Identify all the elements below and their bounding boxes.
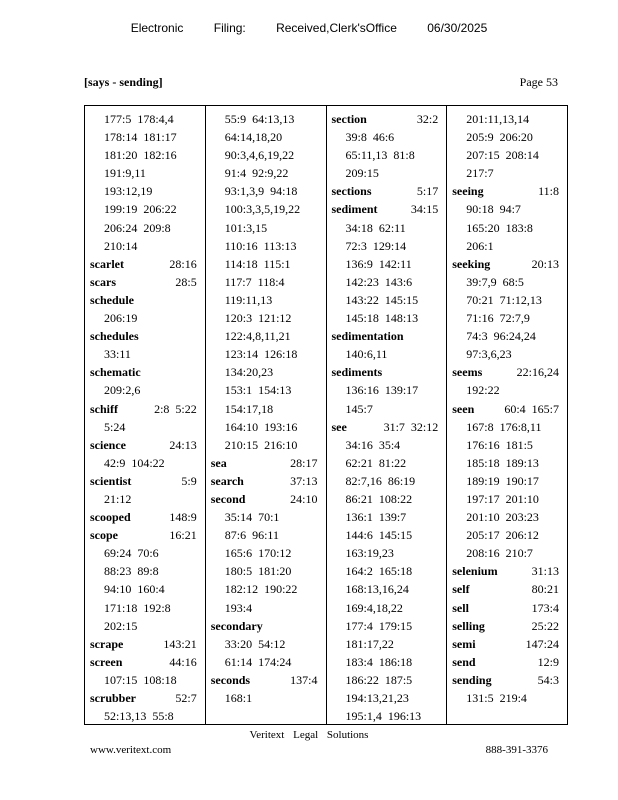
index-ref-line: 140:6,11	[345, 347, 388, 362]
index-ref-line: 120:3 121:12	[224, 311, 292, 326]
index-term-line	[90, 273, 205, 291]
index-ref-line: 34:16 35:4	[345, 437, 401, 452]
index-term-line	[90, 436, 205, 454]
index-term-line	[452, 580, 567, 598]
index-term-refs: 80:21	[531, 582, 559, 597]
index-term: selling	[452, 618, 485, 633]
index-term: sell	[452, 600, 469, 615]
index-ref-line: 117:7 118:4	[224, 274, 285, 289]
index-ref-line: 165:20 183:8	[466, 220, 533, 235]
index-term-line	[90, 653, 205, 671]
filing-date: 06/30/2025	[427, 21, 488, 35]
index-column-1	[85, 106, 206, 724]
index-term: scars	[90, 274, 116, 289]
footer-phone: 888-391-3376	[485, 744, 548, 756]
index-ref-line: 210:15 216:10	[224, 437, 298, 452]
index-term-refs: 16:21	[169, 528, 197, 543]
index-ref-line: 144:6 145:15	[345, 528, 413, 543]
index-term: seconds	[210, 672, 251, 687]
index-term: scope	[90, 528, 118, 543]
index-term: semi	[452, 636, 476, 651]
index-term: sections	[331, 184, 372, 199]
index-ref-line: 87:6 96:11	[224, 528, 279, 543]
filing-stamp-header	[0, 21, 618, 35]
index-ref-line: 142:23 143:6	[345, 274, 413, 289]
index-ref-line: 65:11,13 81:8	[345, 148, 415, 163]
index-term-line	[211, 472, 326, 490]
index-term-line	[90, 689, 205, 707]
index-ref-line: 154:17,18	[224, 401, 274, 416]
index-ref-line: 181:20 182:16	[104, 148, 177, 163]
index-ref-line: 93:1,3,9 94:18	[224, 184, 298, 199]
index-ref-line: 168:1	[224, 691, 253, 705]
index-term-refs: 44:16	[169, 654, 197, 669]
index-term: scooped	[90, 510, 131, 525]
index-ref-line: 207:15 208:14	[466, 148, 539, 163]
index-ref-line: 205:9 206:20	[466, 130, 533, 145]
index-ref-line: 177:4 179:15	[345, 618, 413, 633]
index-term: seems	[452, 365, 483, 380]
index-term: schedules	[90, 329, 139, 344]
filing-received: Received,Clerk'sOffice	[276, 21, 397, 35]
index-term: second	[210, 491, 246, 506]
index-ref-line: 62:21 81:22	[345, 455, 407, 470]
index-ref-line: 39:7,9 68:5	[466, 274, 524, 289]
filing-electronic: Electronic	[130, 21, 184, 35]
index-term-refs: 32:2	[416, 112, 439, 126]
index-term: schiff	[90, 401, 118, 416]
index-ref-line: 201:11,13,14	[466, 112, 530, 126]
index-range-label: [says - sending]	[84, 75, 163, 89]
index-term-line	[452, 182, 567, 200]
index-ref-line: 110:16 113:13	[224, 238, 297, 253]
index-term-line	[211, 454, 326, 472]
index-ref-line: 90:3,4,6,19,22	[224, 148, 295, 163]
index-term-refs: 31:7 32:12	[383, 419, 439, 434]
index-term-refs: 24:10	[290, 491, 318, 506]
index-column-2	[206, 106, 327, 724]
index-ref-line: 143:22 145:15	[345, 292, 419, 307]
index-column-3	[327, 106, 448, 724]
index-ref-line: 168:13,16,24	[345, 582, 409, 597]
index-term-line	[332, 327, 447, 345]
index-term: see	[331, 419, 347, 434]
word-index-table	[84, 105, 568, 725]
index-ref-line: 100:3,3,5,19,22	[224, 202, 301, 217]
index-term-line	[90, 635, 205, 653]
index-ref-line: 88:23 89:8	[104, 564, 159, 579]
index-term-line	[90, 255, 205, 273]
index-term-refs: 5:17	[416, 184, 439, 199]
index-term-line	[211, 617, 326, 635]
index-ref-line: 136:16 139:17	[345, 383, 419, 398]
index-term: seeing	[452, 184, 484, 199]
index-ref-line: 136:9 142:11	[345, 256, 412, 271]
index-term: scrubber	[90, 691, 136, 705]
index-term-refs: 31:13	[531, 564, 559, 579]
index-ref-line: 192:22	[466, 383, 500, 398]
index-ref-line: 163:19,23	[345, 546, 394, 561]
index-term-refs: 11:8	[538, 184, 559, 199]
index-term-line	[452, 653, 567, 671]
page-number: Page 53	[519, 75, 558, 89]
index-term-line	[90, 327, 205, 345]
index-ref-line: 33:20 54:12	[224, 636, 286, 651]
index-term-line	[90, 526, 205, 544]
index-term-line	[211, 671, 326, 689]
index-term-refs: 147:24	[525, 636, 559, 651]
index-ref-line: 189:19 190:17	[466, 473, 539, 488]
index-term-refs: 37:13	[290, 473, 318, 488]
index-ref-line: 55:9 64:13,13	[224, 112, 295, 126]
index-ref-line: 107:15 108:18	[104, 672, 177, 687]
index-ref-line: 210:14	[104, 238, 138, 253]
index-term-refs: 25:22	[531, 618, 559, 633]
index-term: seen	[452, 401, 475, 416]
index-term-line	[90, 400, 205, 418]
index-term: scrape	[90, 636, 124, 651]
index-ref-line: 64:14,18,20	[224, 130, 283, 145]
index-term-line	[90, 472, 205, 490]
index-ref-line: 209:15	[345, 166, 379, 181]
index-ref-line: 165:6 170:12	[224, 546, 292, 561]
index-ref-line: 94:10 160:4	[104, 582, 165, 597]
index-term-refs: 60:4 165:7	[504, 401, 559, 416]
index-term: sea	[210, 455, 227, 470]
index-ref-line: 131:5 219:4	[466, 691, 527, 705]
index-ref-line: 193:12,19	[104, 184, 153, 199]
index-term-refs: 22:16,24	[516, 365, 559, 380]
index-term-line	[452, 671, 567, 689]
filing-label: Filing:	[213, 21, 246, 35]
index-term: scarlet	[90, 256, 124, 271]
index-term-line	[332, 200, 447, 218]
index-term: sending	[452, 672, 492, 687]
index-term-line	[452, 255, 567, 273]
index-ref-line: 199:19 206:22	[104, 202, 177, 217]
index-ref-line: 153:1 154:13	[224, 383, 292, 398]
index-ref-line: 5:24	[104, 419, 126, 434]
index-term-refs: 54:3	[537, 672, 559, 687]
index-term-line	[452, 363, 567, 381]
index-ref-line: 61:14 174:24	[224, 654, 292, 669]
index-ref-line: 136:1 139:7	[345, 510, 407, 525]
index-ref-line: 183:4 186:18	[345, 654, 413, 669]
index-ref-line: 35:14 70:1	[224, 510, 280, 525]
index-ref-line: 145:7	[345, 401, 373, 416]
index-ref-line: 164:2 165:18	[345, 564, 413, 579]
index-ref-line: 186:22 187:5	[345, 672, 413, 687]
index-term: selenium	[452, 564, 498, 579]
index-ref-line: 134:20,23	[224, 365, 274, 380]
index-ref-line: 191:9,11	[104, 166, 146, 181]
index-ref-line: 202:15	[104, 618, 138, 633]
index-ref-line: 193:4	[224, 600, 253, 615]
index-term: sedimentation	[331, 329, 404, 344]
index-term: schedule	[90, 292, 135, 307]
index-term-refs: 143:21	[163, 636, 197, 651]
index-term: secondary	[210, 618, 263, 633]
index-term: sediment	[331, 202, 378, 217]
index-term: screen	[90, 654, 123, 669]
index-ref-line: 217:7	[466, 166, 494, 181]
index-term-line	[332, 363, 447, 381]
index-term-refs: 5:9	[181, 473, 197, 488]
index-ref-line: 185:18 189:13	[466, 455, 539, 470]
index-ref-line: 169:4,18,22	[345, 600, 403, 615]
index-ref-line: 122:4,8,11,21	[224, 329, 291, 344]
index-ref-line: 145:18 148:13	[345, 311, 419, 326]
index-ref-line: 177:5 178:4,4	[104, 112, 174, 126]
index-term: section	[331, 112, 367, 126]
index-term: self	[452, 582, 470, 597]
footer-website: www.veritext.com	[90, 744, 172, 756]
index-ref-line: 205:17 206:12	[466, 528, 539, 543]
index-ref-line: 180:5 181:20	[224, 564, 292, 579]
index-ref-line: 82:7,16 86:19	[345, 473, 416, 488]
index-term-refs: 148:9	[169, 510, 197, 525]
index-term-refs: 28:5	[175, 274, 197, 289]
index-ref-line: 71:16 72:7,9	[466, 311, 530, 326]
index-ref-line: 33:11	[104, 347, 131, 362]
index-term-line	[90, 291, 205, 309]
index-ref-line: 171:18 192:8	[104, 600, 171, 615]
index-ref-line: 97:3,6,23	[466, 347, 512, 362]
index-ref-line: 206:24 209:8	[104, 220, 171, 235]
index-term-line	[332, 182, 447, 200]
index-term: send	[452, 654, 476, 669]
index-term-refs: 28:16	[169, 256, 197, 271]
index-ref-line: 123:14 126:18	[224, 347, 298, 362]
index-term-line	[452, 599, 567, 617]
index-term-refs: 34:15	[410, 202, 439, 217]
index-ref-line: 21:12	[104, 491, 132, 506]
index-ref-line: 206:19	[104, 311, 138, 326]
index-term-refs: 28:17	[290, 455, 318, 470]
index-term: scientist	[90, 473, 132, 488]
index-ref-line: 176:16 181:5	[466, 437, 533, 452]
index-term-line	[452, 562, 567, 580]
index-term-line	[90, 508, 205, 526]
index-ref-line: 178:14 181:17	[104, 130, 177, 145]
index-ref-line: 167:8 176:8,11	[466, 419, 542, 434]
index-ref-line: 91:4 92:9,22	[224, 166, 289, 181]
index-column-4	[447, 106, 567, 724]
index-term-line	[452, 400, 567, 418]
index-ref-line: 206:1	[466, 238, 494, 253]
index-term-refs: 24:13	[169, 437, 197, 452]
index-ref-line: 52:13,13 55:8	[104, 709, 174, 724]
index-term-refs: 20:13	[531, 256, 559, 271]
index-ref-line: 90:18 94:7	[466, 202, 521, 217]
index-ref-line: 74:3 96:24,24	[466, 329, 536, 344]
index-term: science	[90, 437, 126, 452]
index-ref-line: 114:18 115:1	[224, 256, 291, 271]
index-term-refs: 52:7	[175, 691, 197, 705]
index-term-line	[211, 490, 326, 508]
index-ref-line: 101:3,15	[224, 220, 268, 235]
index-ref-line: 209:2,6	[104, 383, 141, 398]
index-ref-line: 42:9 104:22	[104, 455, 165, 470]
index-term-line	[332, 110, 447, 128]
index-term: search	[210, 473, 244, 488]
index-ref-line: 69:24 70:6	[104, 546, 159, 561]
index-ref-line: 34:18 62:11	[345, 220, 406, 235]
index-term-refs: 137:4	[290, 672, 318, 687]
index-term-line	[452, 617, 567, 635]
index-ref-line: 119:11,13	[224, 292, 273, 307]
index-ref-line: 195:1,4 196:13	[345, 709, 422, 724]
index-ref-line: 72:3 129:14	[345, 238, 407, 253]
index-term: schematic	[90, 365, 141, 380]
index-term-refs: 12:9	[537, 654, 559, 669]
index-ref-line: 208:16 210:7	[466, 546, 533, 561]
footer-company: Veritext Legal Solutions	[249, 729, 369, 741]
index-term-refs: 2:8 5:22	[154, 401, 197, 416]
index-ref-line: 182:12 190:22	[224, 582, 298, 597]
index-term: sediments	[331, 365, 383, 380]
index-ref-line: 194:13,21,23	[345, 691, 409, 705]
index-ref-line: 164:10 193:16	[224, 419, 298, 434]
index-ref-line: 201:10 203:23	[466, 510, 539, 525]
index-term-refs: 173:4	[531, 600, 559, 615]
index-ref-line: 39:8 46:6	[345, 130, 395, 145]
index-ref-line: 86:21 108:22	[345, 491, 413, 506]
index-ref-line: 70:21 71:12,13	[466, 292, 542, 307]
index-term: seeking	[452, 256, 491, 271]
index-term-line	[90, 363, 205, 381]
index-ref-line: 197:17 201:10	[466, 491, 539, 506]
index-term-line	[332, 418, 447, 436]
index-ref-line: 181:17,22	[345, 636, 394, 651]
index-term-line	[452, 635, 567, 653]
